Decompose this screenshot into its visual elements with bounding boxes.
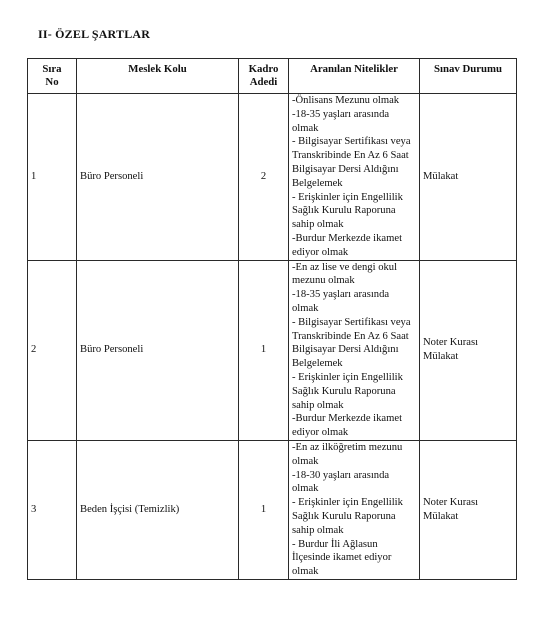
header-aranilan-nitelikler: Aranılan Nitelikler [289, 59, 420, 94]
exam-method: Mülakat [423, 170, 459, 182]
cell-kadro-adedi: 1 [239, 260, 289, 440]
exam-method: Mülakat [423, 510, 459, 522]
requirement-item: -Burdur Merkezde ikamet ediyor olmak [292, 413, 405, 439]
special-conditions-table [27, 58, 517, 580]
cell-sinav-durumu [420, 440, 517, 579]
requirement-item: -18-30 yaşları arasında olmak [292, 469, 392, 495]
cell-sinav-durumu [420, 260, 517, 440]
header-sira-no [28, 59, 77, 94]
header-kadro-adedi [239, 59, 289, 94]
header-meslek-kolu: Meslek Kolu [77, 59, 239, 94]
cell-sira-no: 2 [28, 260, 77, 440]
header-kadro-adedi-line2: Adedi [249, 76, 278, 88]
section-title: II- ÖZEL ŞARTLAR [38, 27, 151, 41]
requirement-item: - Burdur İli Ağlasun İlçesinde ikamet ediyor olmak [292, 538, 395, 578]
requirement-item: - Erişkinler için Engellilik Sağlık Kurulu Raporuna sahip olmak [292, 191, 406, 231]
exam-method: Mülakat [423, 351, 459, 363]
requirement-item: -18-35 yaşları arasında olmak [292, 289, 392, 314]
cell-kadro-adedi: 1 [239, 440, 289, 579]
cell-meslek-kolu: Büro Personeli [77, 94, 239, 261]
requirement-item: -En az lise ve dengi okul mezunu olmak [292, 261, 400, 287]
exam-method: Noter Kurası [423, 497, 479, 509]
requirement-item: - Bilgisayar Sertifikası veya Transkribinde En Az 6 Saat Bilgisayar Dersi Aldığını Belgelemek [292, 316, 414, 370]
requirement-item: -Önlisans Mezunu olmak [292, 95, 400, 106]
requirement-item: -En az ilköğretim mezunu olmak [292, 441, 405, 467]
table-row [28, 260, 517, 440]
header-kadro-adedi-line1: Kadro [248, 63, 279, 75]
header-sira-no-line2: No [45, 76, 59, 88]
cell-aranilan-nitelikler [289, 260, 420, 440]
requirement-item: - Bilgisayar Sertifikası veya Transkribinde En Az 6 Saat Bilgisayar Dersi Aldığını Belgelemek [292, 136, 414, 189]
cell-sira-no: 3 [28, 440, 77, 579]
cell-aranilan-nitelikler [289, 94, 420, 261]
cell-sinav-durumu [420, 94, 517, 261]
cell-aranilan-nitelikler [289, 440, 420, 579]
cell-kadro-adedi: 2 [239, 94, 289, 261]
header-sinav-durumu: Sınav Durumu [420, 59, 517, 94]
header-sira-no-line1: Sıra [42, 63, 62, 75]
requirement-item: -Burdur Merkezde ikamet ediyor olmak [292, 232, 405, 258]
table-row [28, 94, 517, 261]
cell-meslek-kolu: Beden İşçisi (Temizlik) [77, 440, 239, 579]
requirement-item: - Erişkinler için Engellilik Sağlık Kurulu Raporuna sahip olmak [292, 497, 406, 536]
exam-method: Noter Kurası [423, 337, 479, 349]
cell-meslek-kolu: Büro Personeli [77, 260, 239, 440]
table-row [28, 440, 517, 579]
table-header-row [28, 59, 517, 94]
requirement-item: -18-35 yaşları arasında olmak [292, 108, 392, 134]
requirement-item: - Erişkinler için Engellilik Sağlık Kurulu Raporuna sahip olmak [292, 371, 406, 411]
cell-sira-no: 1 [28, 94, 77, 261]
